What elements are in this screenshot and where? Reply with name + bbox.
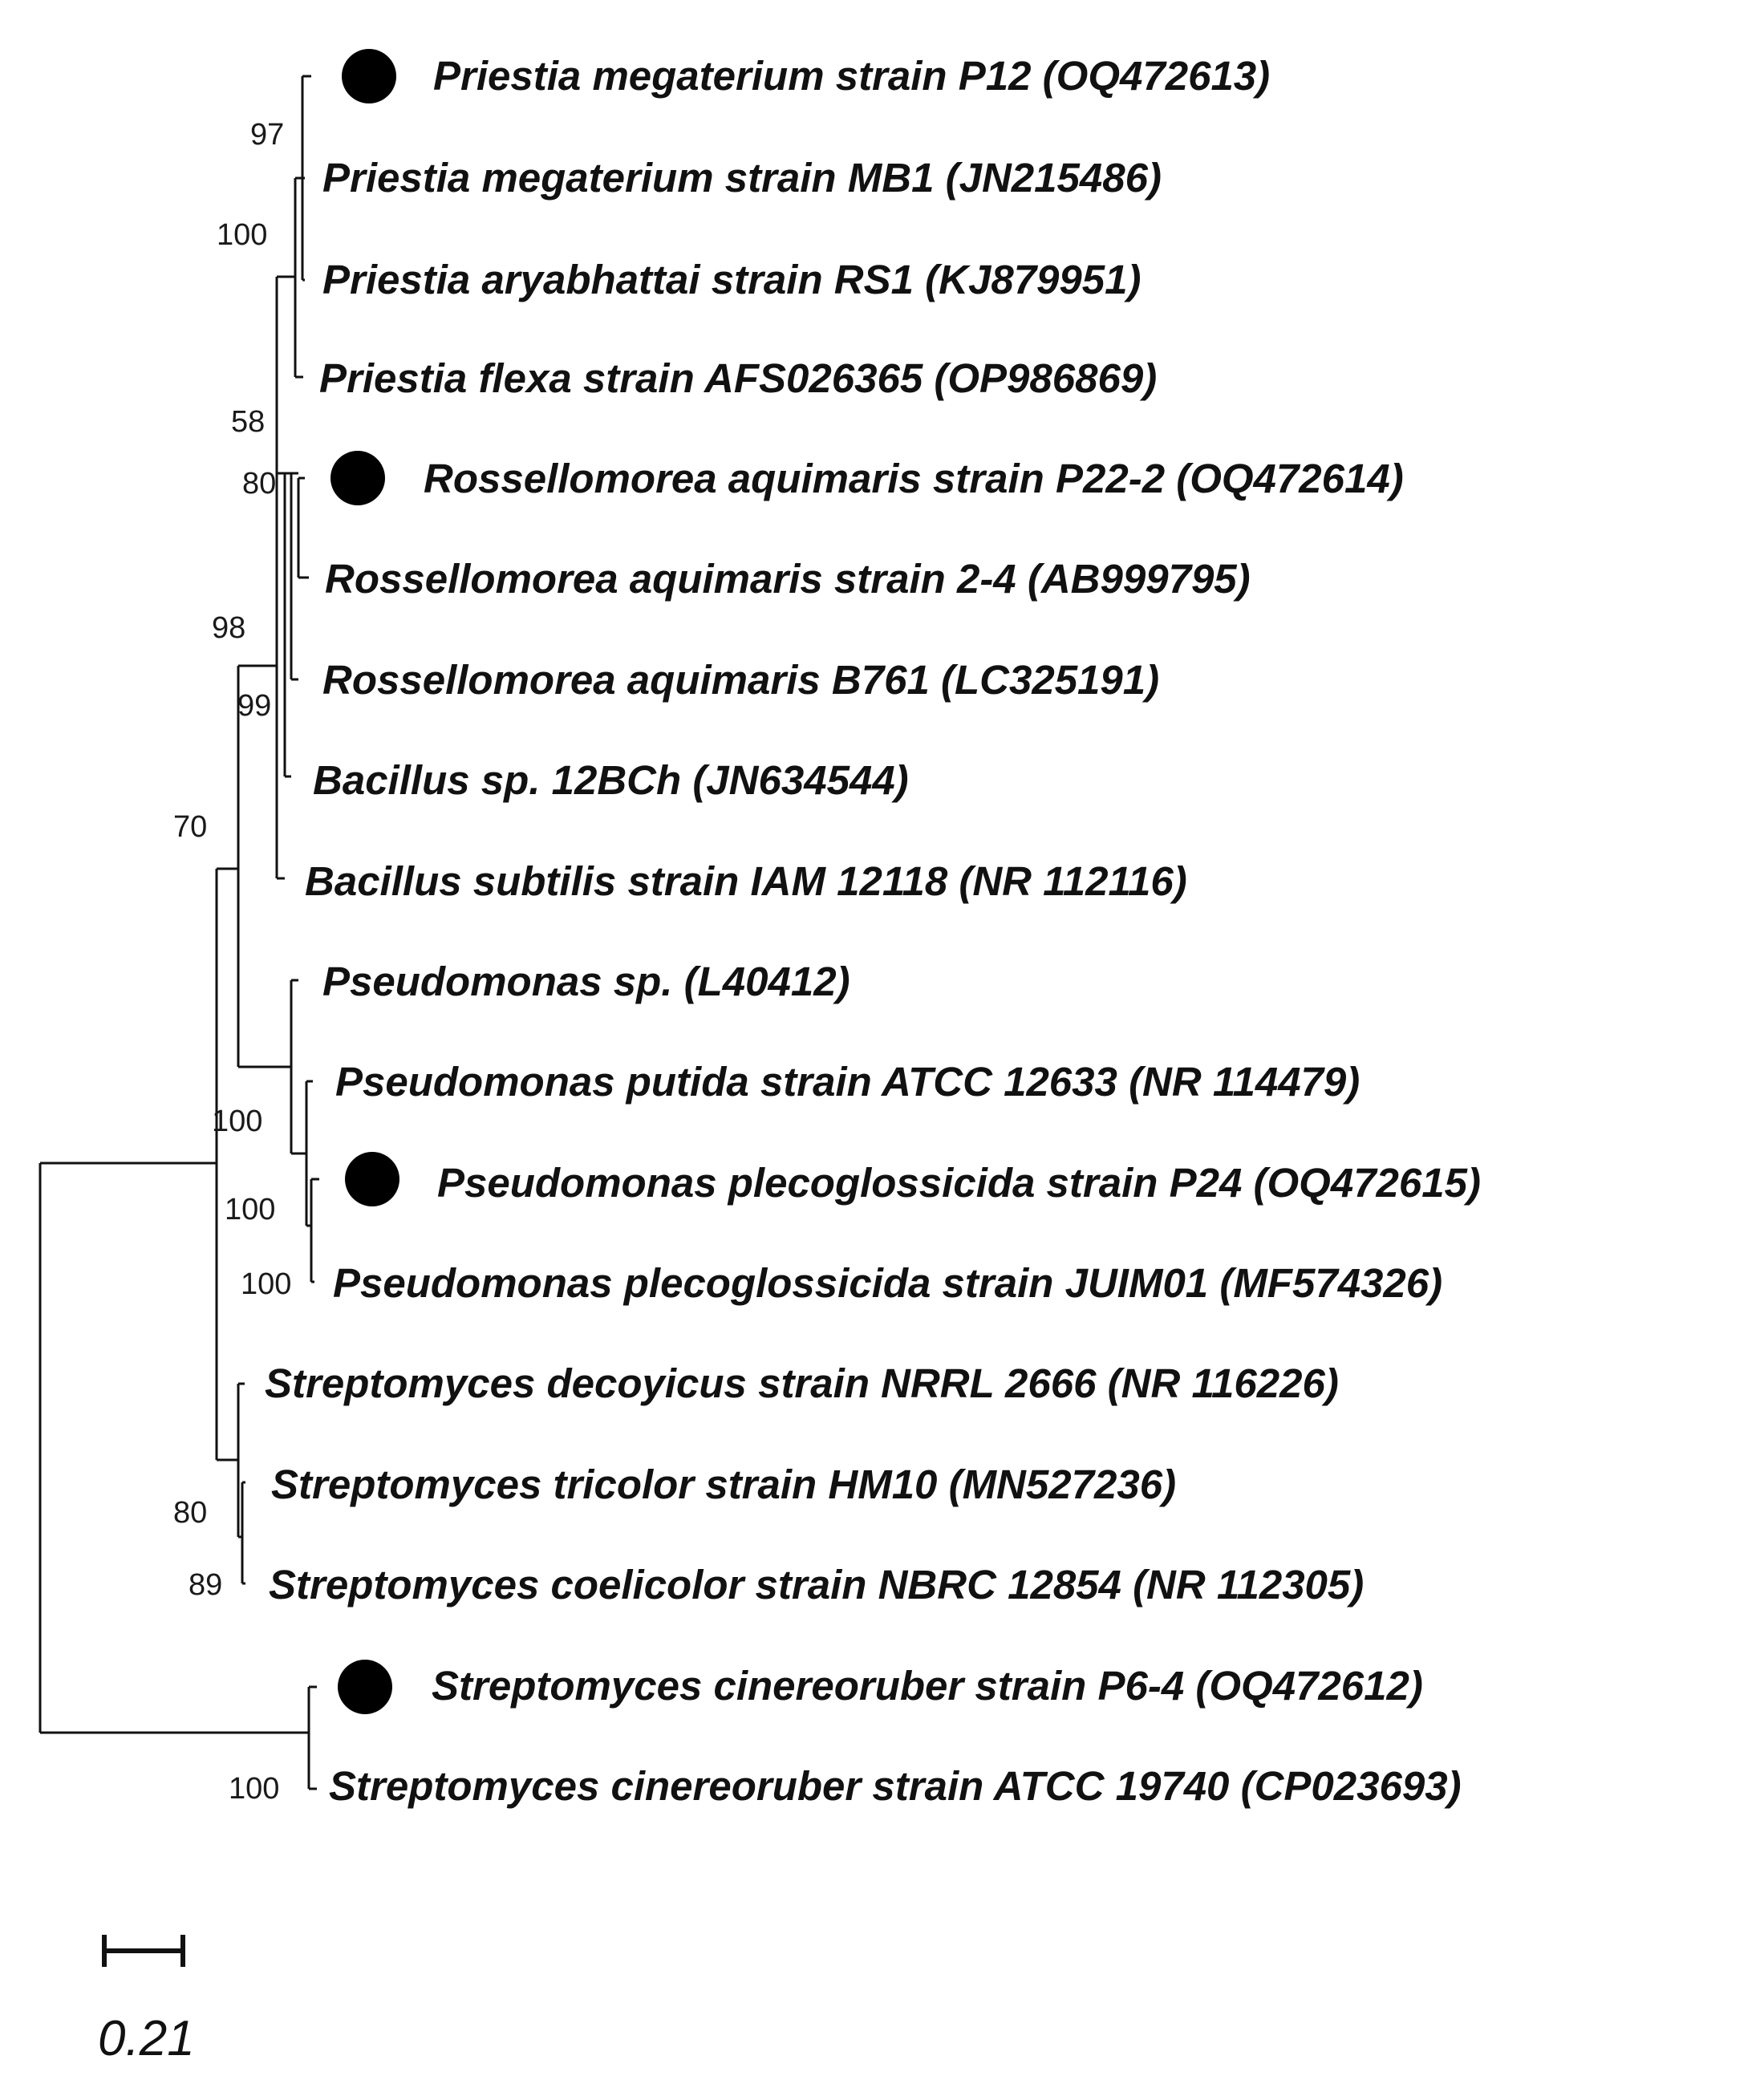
taxon-label: Priestia flexa strain AFS026365 (OP986869) <box>319 355 1158 401</box>
taxon-label: Rossellomorea aquimaris B761 (LC325191) <box>322 657 1160 703</box>
taxon-label: Priestia megaterium strain MB1 (JN215486) <box>322 155 1162 201</box>
bootstrap-value: 98 <box>212 611 246 645</box>
isolate-marker-dot <box>338 1660 392 1714</box>
bootstrap-value: 99 <box>237 689 272 723</box>
bootstrap-value: 100 <box>217 218 268 252</box>
taxon-label: Pseudomonas putida strain ATCC 12633 (NR 114479) <box>335 1059 1361 1105</box>
taxon-label: Streptomyces cinereoruber strain ATCC 19740 (CP023693) <box>329 1763 1462 1809</box>
taxon-label: Rossellomorea aquimaris strain P22-2 (OQ472614) <box>424 456 1404 501</box>
taxon-label: Pseudomonas plecoglossicida strain JUIM01 (MF574326) <box>333 1260 1443 1306</box>
isolate-marker-dot <box>345 1152 399 1206</box>
taxon-label: Streptomyces coelicolor strain NBRC 12854 (NR 112305) <box>269 1562 1365 1608</box>
bootstrap-value: 80 <box>173 1496 208 1530</box>
taxon-label: Pseudomonas sp. (L40412) <box>322 959 850 1004</box>
taxon-label: Bacillus subtilis strain IAM 12118 (NR 112116) <box>305 858 1187 904</box>
taxon-label: Rossellomorea aquimaris strain 2-4 (AB999795) <box>325 556 1251 602</box>
bootstrap-value: 100 <box>212 1105 263 1138</box>
taxon-label: Streptomyces tricolor strain HM10 (MN527236) <box>271 1462 1177 1507</box>
bootstrap-value: 97 <box>250 118 285 152</box>
bootstrap-value: 89 <box>189 1568 223 1602</box>
taxon-label: Streptomyces cinereoruber strain P6-4 (OQ472612) <box>432 1663 1423 1709</box>
tree-branches <box>40 76 319 1789</box>
bootstrap-value: 58 <box>231 405 266 439</box>
bootstrap-value: 80 <box>242 467 277 501</box>
taxon-label: Priestia aryabhattai strain RS1 (KJ879951) <box>322 257 1142 302</box>
taxon-label: Streptomyces decoyicus strain NRRL 2666 (NR 116226) <box>265 1360 1339 1406</box>
bootstrap-value: 70 <box>173 810 208 844</box>
bootstrap-value: 100 <box>225 1193 276 1226</box>
taxon-label: Pseudomonas plecoglossicida strain P24 (OQ472615) <box>437 1160 1481 1206</box>
scale-bar <box>98 1935 195 2066</box>
bootstrap-value: 100 <box>241 1267 292 1301</box>
isolate-marker-dot <box>330 451 385 505</box>
taxon-labels <box>265 53 1481 1809</box>
taxon-label: Priestia megaterium strain P12 (OQ472613) <box>433 53 1271 99</box>
bootstrap-values <box>173 118 291 1806</box>
scale-bar-label: 0.21 <box>98 2011 195 2066</box>
bootstrap-value: 100 <box>229 1772 280 1806</box>
isolate-marker-dot <box>342 49 396 103</box>
taxon-label: Bacillus sp. 12BCh (JN634544) <box>313 757 909 803</box>
